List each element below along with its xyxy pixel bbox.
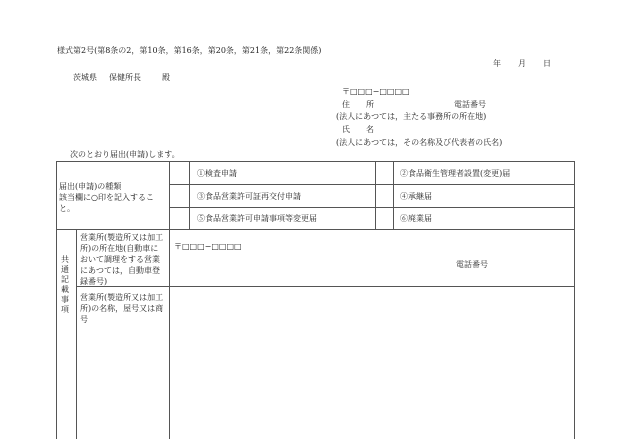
addressee-prefecture: 茨城県 bbox=[73, 73, 97, 82]
intro-text: 次のとおり届出(申請)します。 bbox=[70, 150, 180, 159]
option-inspection-application: ①検査申請 bbox=[197, 169, 237, 178]
option-business-closure: ⑥廃業届 bbox=[400, 214, 432, 223]
business-name-label: 営業所(製造所又は加工所)の名称，屋号又は商号 bbox=[80, 293, 164, 324]
applicant-postal: 〒□□□−□□□□ bbox=[342, 87, 410, 96]
addressee-title: 保健所長 bbox=[109, 73, 141, 82]
business-location-postal: 〒□□□−□□□□ bbox=[174, 242, 242, 251]
option-succession: ④承継届 bbox=[400, 192, 432, 201]
applicant-name-label: 氏 名 bbox=[342, 125, 374, 134]
date-day: 日 bbox=[543, 59, 551, 68]
form-number: 様式第2号(第8条の2，第10条，第16条，第20条，第21条，第22条関係) bbox=[57, 46, 322, 55]
applicant-name-note: (法人にあつては，その名称及び代表者の氏名) bbox=[336, 138, 503, 147]
notification-type-instruction: 該当欄に○印を記入すること。 bbox=[59, 193, 154, 213]
option-change-notification: ⑤食品営業許可申請事項等変更届 bbox=[197, 214, 317, 223]
common-items-label: 共通記載事項 bbox=[61, 255, 69, 314]
applicant-address-note: (法人にあつては，主たる事務所の所在地) bbox=[336, 112, 487, 121]
date-month: 月 bbox=[518, 59, 526, 68]
notification-type-header: 届出(申請)の種類 bbox=[59, 182, 122, 191]
business-location-label: 営業所(製造所又は加工所)の所在地(自動車において調理をする営業にあつては，自動車登録番号) bbox=[80, 233, 164, 286]
option-food-hygiene-manager: ②食品衛生管理者設置(変更)届 bbox=[400, 169, 511, 178]
date-year: 年 bbox=[493, 59, 501, 68]
applicant-phone-label: 電話番号 bbox=[454, 100, 486, 109]
business-location-phone: 電話番号 bbox=[456, 260, 488, 269]
addressee-honorific: 殿 bbox=[162, 73, 170, 82]
option-license-reissue: ③食品営業許可証再交付申請 bbox=[197, 192, 301, 201]
applicant-address-label: 住 所 bbox=[342, 100, 374, 109]
